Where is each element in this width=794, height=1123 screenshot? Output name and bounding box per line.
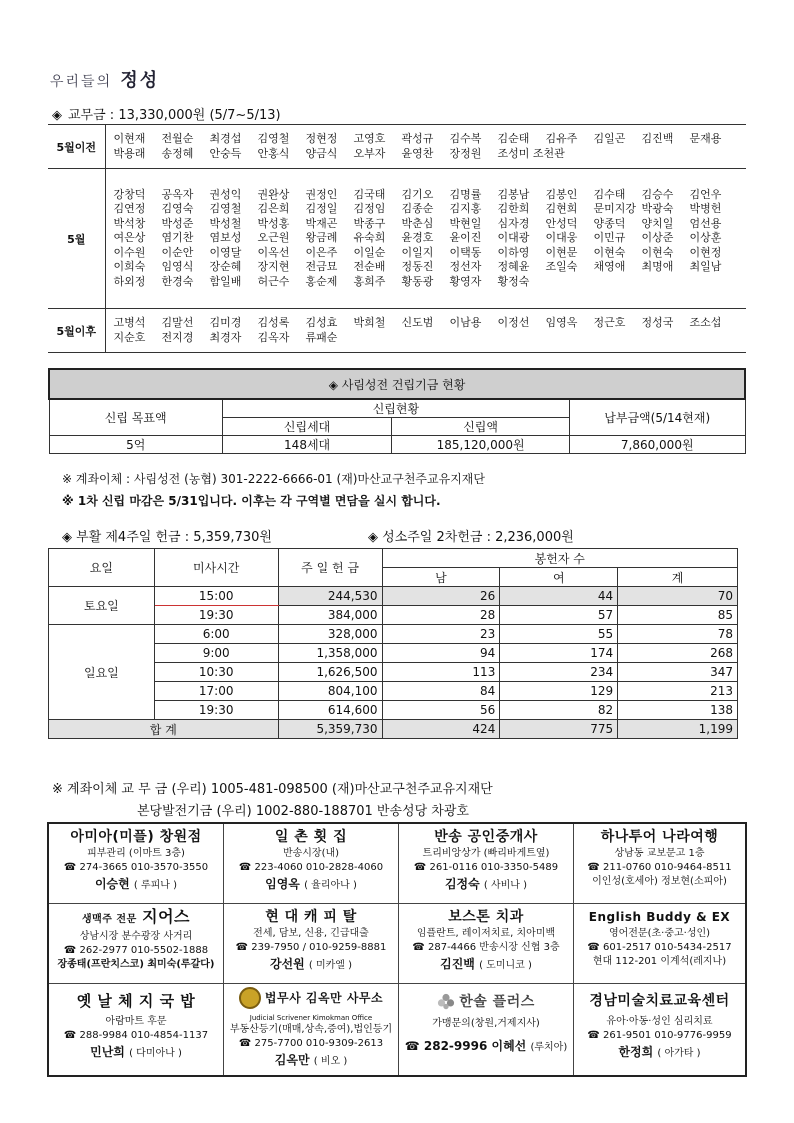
fund-status-header: 신립현황 [222,399,569,418]
mass-offering: 1,358,000 [278,644,382,663]
ad-person: 민난희 [90,1045,125,1059]
donor-name: 조일숙 [545,260,578,274]
fund-paid: 7,860,000원 [569,436,745,454]
ad-baptismal: ( 아가타 ) [657,1048,701,1059]
mass-male-header: 남 [382,568,500,587]
donor-name: 전금묘 [305,260,338,274]
mass-total-header: 계 [618,568,738,587]
ads-grid [47,822,747,1077]
ad-baptismal: ( 도미니코 ) [479,960,532,971]
mass-female: 55 [500,625,618,644]
collection-right: ◈ 성소주일 2차헌금 : 2,236,000원 [368,530,574,545]
ad-person: 김정숙 [444,877,480,891]
mass-offering: 804,100 [278,682,382,701]
donor-name: 이현숙 [593,245,626,259]
donor-name: 함일배 [209,274,242,288]
donor-name: 김은희 [257,202,290,216]
donor-name: 이상훈 [689,231,722,245]
donor-name: 김유주 [545,132,578,145]
ad-baptismal: ( 미카엘 ) [308,960,353,971]
ad-line: 상남시장 분수광장 사거리 [79,931,193,942]
donor-name: 지순호 [113,330,146,344]
donor-name: 이정선 [497,316,530,329]
donor-name: 이순안 [161,245,194,259]
ad-name: 지어스 [142,907,191,926]
ad-baptismal: ( 루피나 ) [133,880,178,891]
donor-name: 한경숙 [161,274,194,288]
donor-name: 이수원 [113,245,146,259]
donor-name: 박광숙 [641,202,674,216]
ad-card [399,824,574,904]
mass-time: 10:30 [154,663,278,682]
ad-phone: ☎ 601-2517 010-5434-2517 [587,942,732,953]
ad-name: English Buddy & EX [588,910,731,924]
donor-period-label: 5월 [48,169,105,309]
donor-name: 고영호 [353,132,386,145]
donor-name: 김한희 [497,202,530,216]
mass-day: 토요일 [49,587,155,625]
donor-name: 홍희주 [353,274,386,288]
donor-name: 황정숙 [497,274,530,288]
deadline-note: ※ 1차 신립 마감은 5/31입니다. 이후는 각 구역별 면담을 실시 합니다. [62,494,441,508]
fund-goal: 5억 [49,436,222,454]
donor-name: 김기오 [401,187,434,201]
ad-baptismal: ( 다미아나 ) [129,1048,182,1059]
fund-households: 148세대 [222,436,391,454]
donor-name: 곽성규 [401,132,434,145]
donor-name: 오근원 [257,231,290,245]
ad-line: 피부관리 (이마트 3층) [87,848,185,859]
ad-line: 영어전문(초·중고·성인) [608,928,711,939]
table-row [49,625,738,644]
donor-name: 이현문 [545,245,578,259]
ad-person: ☎ 282-9996 이혜선 [404,1039,527,1053]
donor-name: 조성미 조천관 [497,146,565,160]
donor-name: 하외정 [113,274,146,288]
donor-name: 김영철 [209,202,242,216]
fund-households-header: 신립세대 [222,418,391,436]
donor-name: 김진백 [641,132,674,145]
ad-name: 반송 공인중개사 [434,829,538,845]
donor-name: 양금식 [305,146,338,160]
mass-female: 174 [500,644,618,663]
donor-name: 이하영 [497,245,530,259]
ad-card [224,984,399,1075]
mass-female: 57 [500,606,618,625]
ad-prefix: 생맥주 전문 [81,914,137,925]
ad-baptismal: ( 비오 ) [313,1056,348,1067]
donor-name: 이옥선 [257,245,290,259]
ad-card [399,984,574,1075]
donor-name: 전월순 [161,132,194,145]
mass-male: 84 [382,682,500,701]
ad-line: 가맹문의(창원,거제지사) [432,1018,540,1029]
donor-name: 김종순 [401,202,434,216]
donor-name: 임영식 [161,260,194,274]
mass-offering-table [48,548,738,739]
mass-male: 23 [382,625,500,644]
donor-name: 박희철 [353,316,386,329]
donor-name: 김현희 [545,202,578,216]
donor-name: 이민규 [593,231,626,245]
donor-name: 황동광 [401,274,434,288]
donor-row [48,125,746,169]
donor-name: 유숙희 [353,231,386,245]
mass-male: 28 [382,606,500,625]
ad-phone: ☎ 274-3665 010-3570-3550 [63,862,209,873]
donor-name: 박병헌 [689,202,722,216]
donor-name: 정선자 [449,260,482,274]
donor-name: 허근수 [257,274,290,288]
mass-female: 82 [500,701,618,720]
page-title [50,66,159,92]
ad-baptismal: ( 율리아나 ) [304,880,357,891]
ad-phone: ☎ 223-4060 010-2828-4060 [238,862,384,873]
donor-name: 정동진 [401,260,434,274]
donor-name: 정혜윤 [497,260,530,274]
donor-name: 김옥자 [257,330,290,344]
donor-name: 권완상 [257,187,290,201]
donor-name: 이현재 [113,132,146,145]
donor-name: 윤경호 [401,231,434,245]
ad-line: 트리비앙상가 (빠리바게트옆) [422,848,550,859]
ad-name: 아미아(미플) 창원점 [70,829,202,845]
mass-female: 234 [500,663,618,682]
mass-time: 15:00 [154,587,278,606]
donor-name: 조소섭 [689,316,722,329]
ad-line: 전세, 담보, 신용, 긴급대출 [253,928,369,939]
ad-card [224,904,399,984]
mass-female: 44 [500,587,618,606]
donor-name: 신도범 [401,316,434,329]
mass-total-male: 424 [382,720,500,739]
ad-person: 이승현 [94,877,130,891]
donor-name: 김정임 [353,202,386,216]
mass-day: 일요일 [49,625,155,720]
mass-female: 129 [500,682,618,701]
ad-person: 현대 112-201 이계석(레지나) [592,956,727,967]
donor-name: 류패순 [305,330,338,344]
mass-female-header: 여 [500,568,618,587]
donor-name: 김승수 [641,187,674,201]
mass-time: 19:30 [154,606,278,625]
donor-name: 공옥자 [161,187,194,201]
donor-name: 이상준 [641,231,674,245]
mass-attend-header: 봉헌자 수 [382,549,737,568]
donor-name: 권정인 [305,187,338,201]
ad-line: 반송시장(내) [282,848,340,859]
ad-phone: ☎ 275-7700 010-9309-2613 [238,1038,384,1049]
gyomu-label: 교무금 : 13,330,000원 (5/7~5/13) [68,108,281,123]
ad-line: 부동산등기(매매,상속,증여),법인등기 [229,1024,393,1035]
mass-offering-header: 주 일 헌 금 [278,549,382,587]
donor-name: 채영애 [593,260,626,274]
ad-phone: ☎ 239-7950 / 010-9259-8881 [235,942,387,953]
ad-name: 옛 날 체 지 국 밥 [76,992,196,1010]
building-fund-table [48,368,746,454]
donor-period-label: 5월이전 [48,125,105,169]
donor-name: 윤이진 [449,231,482,245]
ad-card [399,904,574,984]
donor-name: 김말선 [161,316,194,329]
donor-name: 문재용 [689,132,722,145]
donor-name: 엄선용 [689,216,722,230]
donor-name: 김수복 [449,132,482,145]
mass-offering: 1,626,500 [278,663,382,682]
donor-name: 염보성 [209,231,242,245]
donor-period-label: 5월이후 [48,309,105,353]
fund-title: ◈ 사림성전 건립기금 현황 [49,369,745,399]
mass-time: 19:30 [154,701,278,720]
donor-name: 이대광 [497,231,530,245]
mass-total: 70 [618,587,738,606]
ad-line: 아람마트 후문 [105,1016,167,1027]
ad-person: 강선원 [269,957,305,971]
donor-name: 이희숙 [113,260,146,274]
mass-total-all: 1,199 [618,720,738,739]
ad-person: 임영옥 [265,877,300,891]
ad-person: 김옥만 [274,1053,310,1067]
title-prefix: 우리들의 [50,74,113,90]
ad-baptismal: ( 사비나 ) [483,880,528,891]
donor-name: 박성홍 [257,216,290,230]
donor-name: 염기찬 [161,231,194,245]
ad-name: 법무사 김옥만 사무소 [264,991,384,1005]
mass-total: 347 [618,663,738,682]
donor-name: 이현숙 [641,245,674,259]
donor-name: 김지홍 [449,202,482,216]
fund-goal-header: 신립 목표액 [49,399,222,436]
flower-icon [437,993,455,1011]
donor-row [48,169,746,309]
donor-name: 송정혜 [161,146,194,160]
donor-name: 심자경 [497,216,530,230]
account-line-2: 본당발전기금 (우리) 1002-880-188701 반송성당 차광호 [137,804,469,819]
mass-offering: 614,600 [278,701,382,720]
account-line-1: ※ 계좌이체 교 무 금 (우리) 1005-481-098500 (재)마산교구천주교유지재단 [52,782,493,797]
donor-name: 박종구 [353,216,386,230]
diamond-icon: ◈ [52,108,62,123]
donor-name: 김성록 [257,316,290,329]
donor-name: 박현일 [449,216,482,230]
mass-offering: 384,000 [278,606,382,625]
donor-name: 전지경 [161,330,194,344]
donor-name: 장지현 [257,260,290,274]
donor-name: 문미지강 [593,202,637,216]
ad-line: 임플란트, 레이저치료, 치아미백 [416,928,556,939]
ad-card [574,824,745,904]
donor-name: 권성익 [209,187,242,201]
gyomu-heading [52,104,281,123]
ad-name: 현 대 캐 피 탈 [265,909,357,925]
donor-name: 이일지 [401,245,434,259]
fund-account-note: ※ 계좌이체 : 사림성전 (농협) 301-2222-6666-01 (재)마산교구천주교유지재단 [62,472,485,486]
ad-card [49,984,224,1075]
donor-names [105,309,746,353]
donor-name: 이은주 [305,245,338,259]
donor-name: 박성준 [161,216,194,230]
donor-name: 최경자 [209,330,242,344]
ad-person: 이인성(호세아) 정보현(소피아) [592,876,727,887]
donor-name: 김언우 [689,187,722,201]
donor-table [48,124,746,353]
donor-name: 임영옥 [545,316,578,329]
ad-card [49,904,224,984]
donor-name: 정현정 [305,132,338,145]
donor-name: 김영철 [257,132,290,145]
mass-time: 9:00 [154,644,278,663]
donor-name: 이택동 [449,245,482,259]
ad-name: 한솔 플러스 [459,994,535,1010]
deadline-note-wrap [62,492,441,509]
mass-male: 94 [382,644,500,663]
ad-phone: ☎ 211-0760 010-9464-8511 [587,862,732,873]
mass-time-header: 미사시간 [154,549,278,587]
mass-total: 138 [618,701,738,720]
donor-name: 이일순 [353,245,386,259]
donor-name: 이영달 [209,245,242,259]
donor-name: 김미경 [209,316,242,329]
ad-subtitle: Judicial Scrivener Kimokman Office [249,1014,373,1022]
donor-name: 여은상 [113,231,146,245]
ad-card [574,904,745,984]
donor-name: 오부자 [353,146,386,160]
donor-name: 양종덕 [593,216,626,230]
mass-total: 85 [618,606,738,625]
ad-name: 경남미술치료교육센터 [589,993,730,1009]
mass-male: 26 [382,587,500,606]
mass-time: 6:00 [154,625,278,644]
donor-name: 고병석 [113,316,146,329]
donor-name: 이현정 [689,245,722,259]
donor-name: 홍순제 [305,274,338,288]
donor-name: 김봉인 [545,187,578,201]
donor-name: 최경섭 [209,132,242,145]
mass-total-female: 775 [500,720,618,739]
ad-baptismal: (루치아) [530,1042,568,1053]
donor-name: 이남용 [449,316,482,329]
donor-name: 김성효 [305,316,338,329]
donor-name: 박춘심 [401,216,434,230]
ad-card [574,984,745,1075]
mass-total: 268 [618,644,738,663]
donor-name: 김국태 [353,187,386,201]
donor-name: 김수태 [593,187,626,201]
ad-card [49,824,224,904]
table-row [49,587,738,606]
ad-phone: ☎ 261-9501 010-9776-9959 [587,1030,732,1041]
fund-amount-header: 신립액 [392,418,570,436]
ad-line: 상남동 교보문고 1층 [614,848,705,859]
mass-total-offering: 5,359,730 [278,720,382,739]
donor-name: 안성덕 [545,216,578,230]
donor-name: 장순혜 [209,260,242,274]
ad-name: 보스톤 치과 [448,909,524,925]
ad-phone: ☎ 288-9984 010-4854-1137 [63,1030,209,1041]
donor-name: 황영자 [449,274,482,288]
donor-name: 김명률 [449,187,482,201]
ad-name: 하나투어 나라여행 [600,829,719,845]
donor-names [105,169,746,309]
donor-name: 최일남 [689,260,722,274]
ad-person: 김진백 [440,957,475,971]
mass-total: 78 [618,625,738,644]
mass-male: 113 [382,663,500,682]
ad-phone: ☎ 287-4466 반송시장 신협 3층 [412,942,560,953]
collection-left: ◈ 부활 제4주일 헌금 : 5,359,730원 [62,530,272,545]
ad-person: 한정희 [618,1045,654,1059]
donor-name: 전순배 [353,260,386,274]
ad-phone: ☎ 261-0116 010-3350-5489 [413,862,559,873]
donor-name: 김영숙 [161,202,194,216]
total-row [49,720,738,739]
donor-name: 김순태 [497,132,530,145]
seal-icon [239,987,261,1009]
ad-person: 장종태(프란치스코) 최미숙(루갈다) [57,959,215,970]
donor-name: 김봉남 [497,187,530,201]
ad-phone: ☎ 262-2977 010-5502-1888 [63,945,209,956]
donor-name: 박재곤 [305,216,338,230]
ad-card [224,824,399,904]
mass-time: 17:00 [154,682,278,701]
donor-name: 최명애 [641,260,674,274]
ad-line: 유아·아동·성인 심리치료 [606,1016,713,1027]
donor-name: 윤영찬 [401,146,434,160]
donor-name: 김정일 [305,202,338,216]
donor-name: 이대웅 [545,231,578,245]
donor-name: 김일곤 [593,132,626,145]
mass-offering: 244,530 [278,587,382,606]
donor-name: 양치일 [641,216,674,230]
donor-name: 강창덕 [113,187,146,201]
mass-total-label: 합 계 [49,720,279,739]
fund-amount: 185,120,000원 [392,436,570,454]
fund-paid-header: 납부금액(5/14현재) [569,399,745,436]
title-main: 정성 [120,70,160,91]
donor-name: 정근호 [593,316,626,329]
donor-row [48,309,746,353]
donor-name: 김연정 [113,202,146,216]
donor-name: 안숭득 [209,146,242,160]
donor-name: 박성철 [209,216,242,230]
ad-name: 일 촌 횟 집 [274,829,348,845]
mass-male: 56 [382,701,500,720]
donor-name: 안홍식 [257,146,290,160]
donor-name: 왕금례 [305,231,338,245]
mass-total: 213 [618,682,738,701]
donor-names [105,125,746,169]
donor-name: 정성국 [641,316,674,329]
donor-name: 장정원 [449,146,482,160]
mass-day-header: 요일 [49,549,155,587]
donor-name: 박용래 [113,146,146,160]
mass-offering: 328,000 [278,625,382,644]
donor-name: 박석창 [113,216,146,230]
